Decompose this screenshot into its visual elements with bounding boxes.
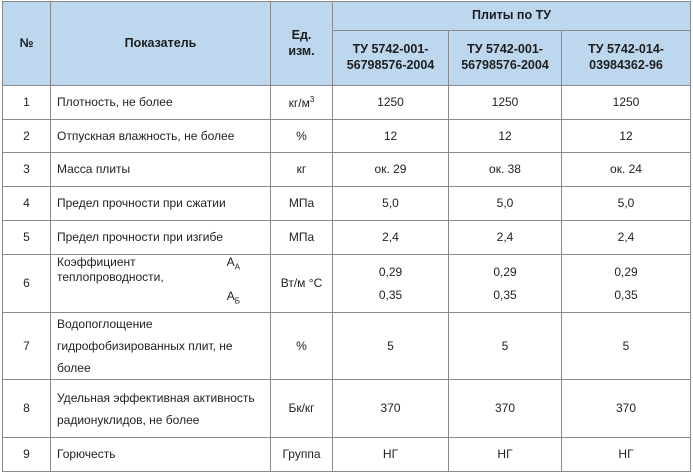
table-row — [3, 86, 691, 120]
row-value-3: 5,0 — [562, 187, 691, 221]
row-num: 6 — [3, 255, 51, 313]
row-num: 2 — [3, 120, 51, 153]
spec-table — [2, 1, 691, 472]
row-value-1: 0,29 0,35 — [333, 255, 449, 313]
row-value-3: 5 — [562, 313, 691, 380]
row-value-2: 1250 — [449, 86, 562, 120]
row-name — [51, 255, 271, 313]
row-value-1: ок. 29 — [333, 153, 449, 187]
row-value-1: 5,0 — [333, 187, 449, 221]
row-value-2: 370 — [449, 380, 562, 438]
cond-a-label: $А_А$ — [226, 255, 240, 272]
row-name: Удельная эффективная активность радионуклидов, не более — [51, 380, 271, 438]
row-name: Предел прочности при сжатии — [51, 187, 271, 221]
row-value-3: 0,29 0,35 — [562, 255, 691, 313]
header-product-1: ТУ 5742-001-56798576-2004 — [333, 31, 449, 86]
header-group: Плиты по ТУ — [333, 2, 691, 31]
row-num: 8 — [3, 380, 51, 438]
table-row — [3, 255, 691, 313]
row-num: 3 — [3, 153, 51, 187]
table-row — [3, 120, 691, 153]
row-name: Плотность, не более — [51, 86, 271, 120]
row-value-3: 2,4 — [562, 221, 691, 255]
row-unit: кг — [271, 153, 333, 187]
row-num: 4 — [3, 187, 51, 221]
row-name: Отпускная влажность, не более — [51, 120, 271, 153]
row-value-2: 12 — [449, 120, 562, 153]
coef-line-a — [57, 255, 264, 285]
coef-title: Коэффициент теплопроводности, — [57, 255, 164, 284]
row-value-3: 12 — [562, 120, 691, 153]
row-value-3: ок. 24 — [562, 153, 691, 187]
row-value-1: 2,4 — [333, 221, 449, 255]
row-name: Масса плиты — [51, 153, 271, 187]
row-value-2: ок. 38 — [449, 153, 562, 187]
row-value-1: 5 — [333, 313, 449, 380]
row-name: Предел прочности при изгибе — [51, 221, 271, 255]
unit-text: кг/м — [288, 95, 310, 110]
cond-b-label: $А_Б$ — [226, 289, 240, 306]
row-value-3: 1250 — [562, 86, 691, 120]
row-unit: Бк/кг — [271, 380, 333, 438]
row-unit: % — [271, 313, 333, 380]
row-value-1: НГ — [333, 438, 449, 472]
header-num: № — [3, 2, 51, 86]
row-value-2: 2,4 — [449, 221, 562, 255]
row-unit: Группа — [271, 438, 333, 472]
row-name: Водопоглощение гидрофобизированных плит, не более — [51, 313, 271, 380]
header-product-2: ТУ 5742-001-56798576-2004 — [449, 31, 562, 86]
row-unit: МПа — [271, 221, 333, 255]
row-num: 1 — [3, 86, 51, 120]
row-value-3: НГ — [562, 438, 691, 472]
row-value-1: 1250 — [333, 86, 449, 120]
table-row — [3, 153, 691, 187]
row-unit: % — [271, 120, 333, 153]
row-name: Горючесть — [51, 438, 271, 472]
row-value-2: 0,29 0,35 — [449, 255, 562, 313]
row-value-1: 370 — [333, 380, 449, 438]
header-indicator: Показатель — [51, 2, 271, 86]
row-num: 9 — [3, 438, 51, 472]
row-value-2: 5 — [449, 313, 562, 380]
row-unit: МПа — [271, 187, 333, 221]
table-row — [3, 221, 691, 255]
row-unit: Вт/м °С — [271, 255, 333, 313]
header-product-3: ТУ 5742-014-03984362-96 — [562, 31, 691, 86]
row-unit — [271, 86, 333, 120]
table-row — [3, 187, 691, 221]
row-num: 7 — [3, 313, 51, 380]
table-row — [3, 380, 691, 438]
header-unit: Ед. изм. — [271, 2, 333, 86]
table-row — [3, 438, 691, 472]
row-value-1: 12 — [333, 120, 449, 153]
row-num: 5 — [3, 221, 51, 255]
unit-superscript: 3 — [309, 94, 315, 104]
row-value-2: 5,0 — [449, 187, 562, 221]
row-value-3: 370 — [562, 380, 691, 438]
table-row — [3, 313, 691, 380]
row-value-2: НГ — [449, 438, 562, 472]
